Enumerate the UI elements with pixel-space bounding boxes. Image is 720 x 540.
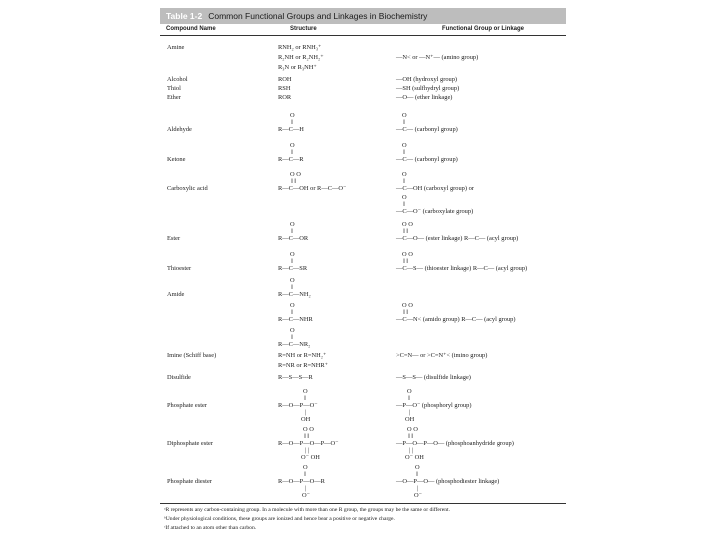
table-number: Table 1-2 — [166, 11, 203, 21]
group-line: —OH (hydroxyl group) — [396, 76, 458, 83]
structure-line: ‖ — [304, 395, 306, 402]
table-title-bar — [160, 8, 566, 24]
row-name: Disulfide — [167, 374, 191, 381]
structure-line: RNH₂ or RNH₃⁺ — [278, 44, 322, 51]
structure-line: ROH — [278, 76, 292, 83]
row-name: Carboxylic acid — [167, 185, 208, 192]
group-line: ‖ ‖ — [408, 433, 414, 440]
structure-line: O — [290, 251, 295, 258]
row-name: Diphosphate ester — [167, 440, 213, 447]
header-rule — [160, 35, 566, 36]
structure-line: ‖ — [291, 334, 293, 341]
structure-line: R₂NH or R₂NH₂⁺ — [278, 54, 324, 61]
structure-line: ‖ ‖ — [304, 433, 310, 440]
structure-line: R—O—P—O—P—O⁻ — [278, 440, 339, 447]
structure-line: R—C—NHR — [278, 316, 313, 323]
group-line: O — [402, 194, 407, 201]
row-name: Thiol — [167, 85, 181, 92]
group-line: —P—O—P—O— (phosphoanhydride group) — [396, 440, 514, 447]
footnote: ᶜIf attached to an atom other than carbon. — [164, 525, 257, 531]
group-line: —O— (ether linkage) — [396, 94, 453, 101]
group-line: O — [402, 142, 407, 149]
group-line: —S—S— (disulfide linkage) — [396, 374, 471, 381]
row-name: Imine (Schiff base) — [167, 352, 217, 359]
row-name: Phosphate ester — [167, 402, 207, 409]
row-name: Thioester — [167, 265, 192, 272]
structure-line: O O — [290, 171, 301, 178]
group-line: —C— (carbonyl group) — [396, 156, 458, 163]
structure-line: R—C—OH or R—C—O⁻ — [278, 185, 347, 192]
group-line: —C—S— (thioester linkage) R—C— (acyl group) — [396, 265, 528, 272]
group-line: ‖ — [403, 119, 405, 126]
structure-line: O — [290, 277, 295, 284]
structure-line: O — [303, 464, 308, 471]
table-title: Common Functional Groups and Linkages in Biochemistry — [208, 11, 428, 21]
group-line: —C— (carbonyl group) — [396, 126, 458, 133]
structure-line: ‖ — [291, 119, 293, 126]
structure-line: ‖ — [291, 284, 293, 291]
group-line: —N< or —N⁺— (amino group) — [396, 54, 479, 61]
group-line: ‖ ‖ — [403, 258, 409, 265]
group-line: ‖ ‖ — [403, 309, 409, 316]
structure-line: O — [290, 112, 295, 119]
group-line: ‖ — [416, 471, 418, 478]
row-name: Amine — [167, 44, 185, 51]
structure-line: | — [305, 409, 307, 416]
group-line: ‖ — [403, 201, 405, 208]
group-line: ‖ — [403, 149, 405, 156]
group-line: | — [409, 409, 411, 416]
structure-line: ‖ — [291, 309, 293, 316]
row-name: Alcohol — [167, 76, 188, 83]
group-line: —C—O⁻ (carboxylate group) — [396, 208, 474, 215]
document-page — [160, 8, 566, 536]
group-line: OH — [405, 416, 415, 423]
structure-line: ‖ — [304, 471, 306, 478]
structure-line: O O — [303, 426, 314, 433]
group-line: ‖ — [408, 395, 410, 402]
group-line: O O — [402, 302, 413, 309]
row-name: Phosphate diester — [167, 478, 212, 485]
group-line: O — [402, 171, 407, 178]
group-line: ‖ ‖ — [403, 228, 409, 235]
group-line: O — [402, 112, 407, 119]
structure-line: ‖ — [291, 228, 293, 235]
structure-line: R—C—OR — [278, 235, 309, 242]
footnote: ᵃR represents any carbon-containing group. In a molecule with more than one R group, the groups may be the same or different. — [164, 507, 451, 513]
header-structure: Structure — [290, 26, 317, 32]
structure-line: ROR — [278, 94, 292, 101]
structure-line: O — [290, 142, 295, 149]
row-name: Ketone — [167, 156, 186, 163]
group-line: —C—OH (carboxyl group) or — [396, 185, 474, 192]
structure-line: | — [305, 485, 307, 492]
structure-line: OH — [301, 416, 311, 423]
footnote: ᵇUnder physiological conditions, these groups are ionized and hence bear a positive or negative charge. — [164, 516, 395, 522]
row-name: Ether — [167, 94, 181, 101]
structure-line: R—C—H — [278, 126, 304, 133]
group-line: —O—P—O— (phosphodiester linkage) — [396, 478, 500, 485]
structure-line: R—C—SR — [278, 265, 308, 272]
structure-line: R—C—NR₂ — [278, 341, 311, 348]
structure-line: R—C—NH₂ — [278, 291, 311, 298]
group-line: O O — [402, 221, 413, 228]
group-line: O O — [407, 426, 418, 433]
group-line: —SH (sulfhydryl group) — [396, 85, 460, 92]
group-line: >C=N— or >C=N⁺< (imino group) — [396, 352, 488, 359]
structure-line: R=NR or R=NHR⁺ — [278, 362, 328, 369]
footer-rule — [160, 503, 566, 504]
structure-line: RSH — [278, 85, 291, 92]
row-name: Amide — [167, 291, 185, 298]
structure-line: O⁻ OH — [301, 454, 320, 461]
group-line: O⁻ — [414, 492, 422, 499]
group-line: O O — [402, 251, 413, 258]
structure-line: ‖ — [291, 258, 293, 265]
structure-line: R—O—P—O⁻ — [278, 402, 318, 409]
group-line: —C—N< (amido group) R—C— (acyl group) — [396, 316, 516, 323]
structure-line: O — [303, 388, 308, 395]
group-line: O — [415, 464, 420, 471]
structure-line: ‖ — [291, 149, 293, 156]
group-line: —P—O⁻ (phosphoryl group) — [396, 402, 472, 409]
group-line: —C—O— (ester linkage) R—C— (acyl group) — [396, 235, 519, 242]
group-line: ‖ — [403, 178, 405, 185]
structure-line: R=NH or R=NH₂⁺ — [278, 352, 327, 359]
structure-line: O — [290, 302, 295, 309]
structure-line: R—C—R — [278, 156, 304, 163]
group-line: O⁻ OH — [405, 454, 424, 461]
structure-line: O⁻ — [302, 492, 310, 499]
group-line: O — [407, 388, 412, 395]
structure-line: R₃N or R₃NH⁺ — [278, 64, 317, 71]
row-name: Ester — [167, 235, 181, 242]
row-name: Aldehyde — [167, 126, 192, 133]
structure-line: O — [290, 221, 295, 228]
structure-line: | | — [305, 447, 310, 454]
header-group: Functional Group or Linkage — [442, 26, 525, 32]
group-line: | — [417, 485, 419, 492]
structure-line: R—O—P—O—R — [278, 478, 325, 485]
structure-line: R—S—S—R — [278, 374, 313, 381]
header-compound: Compound Name — [166, 26, 216, 32]
structure-line: ‖ ‖ — [291, 178, 297, 185]
structure-line: O — [290, 327, 295, 334]
group-line: | | — [409, 447, 414, 454]
